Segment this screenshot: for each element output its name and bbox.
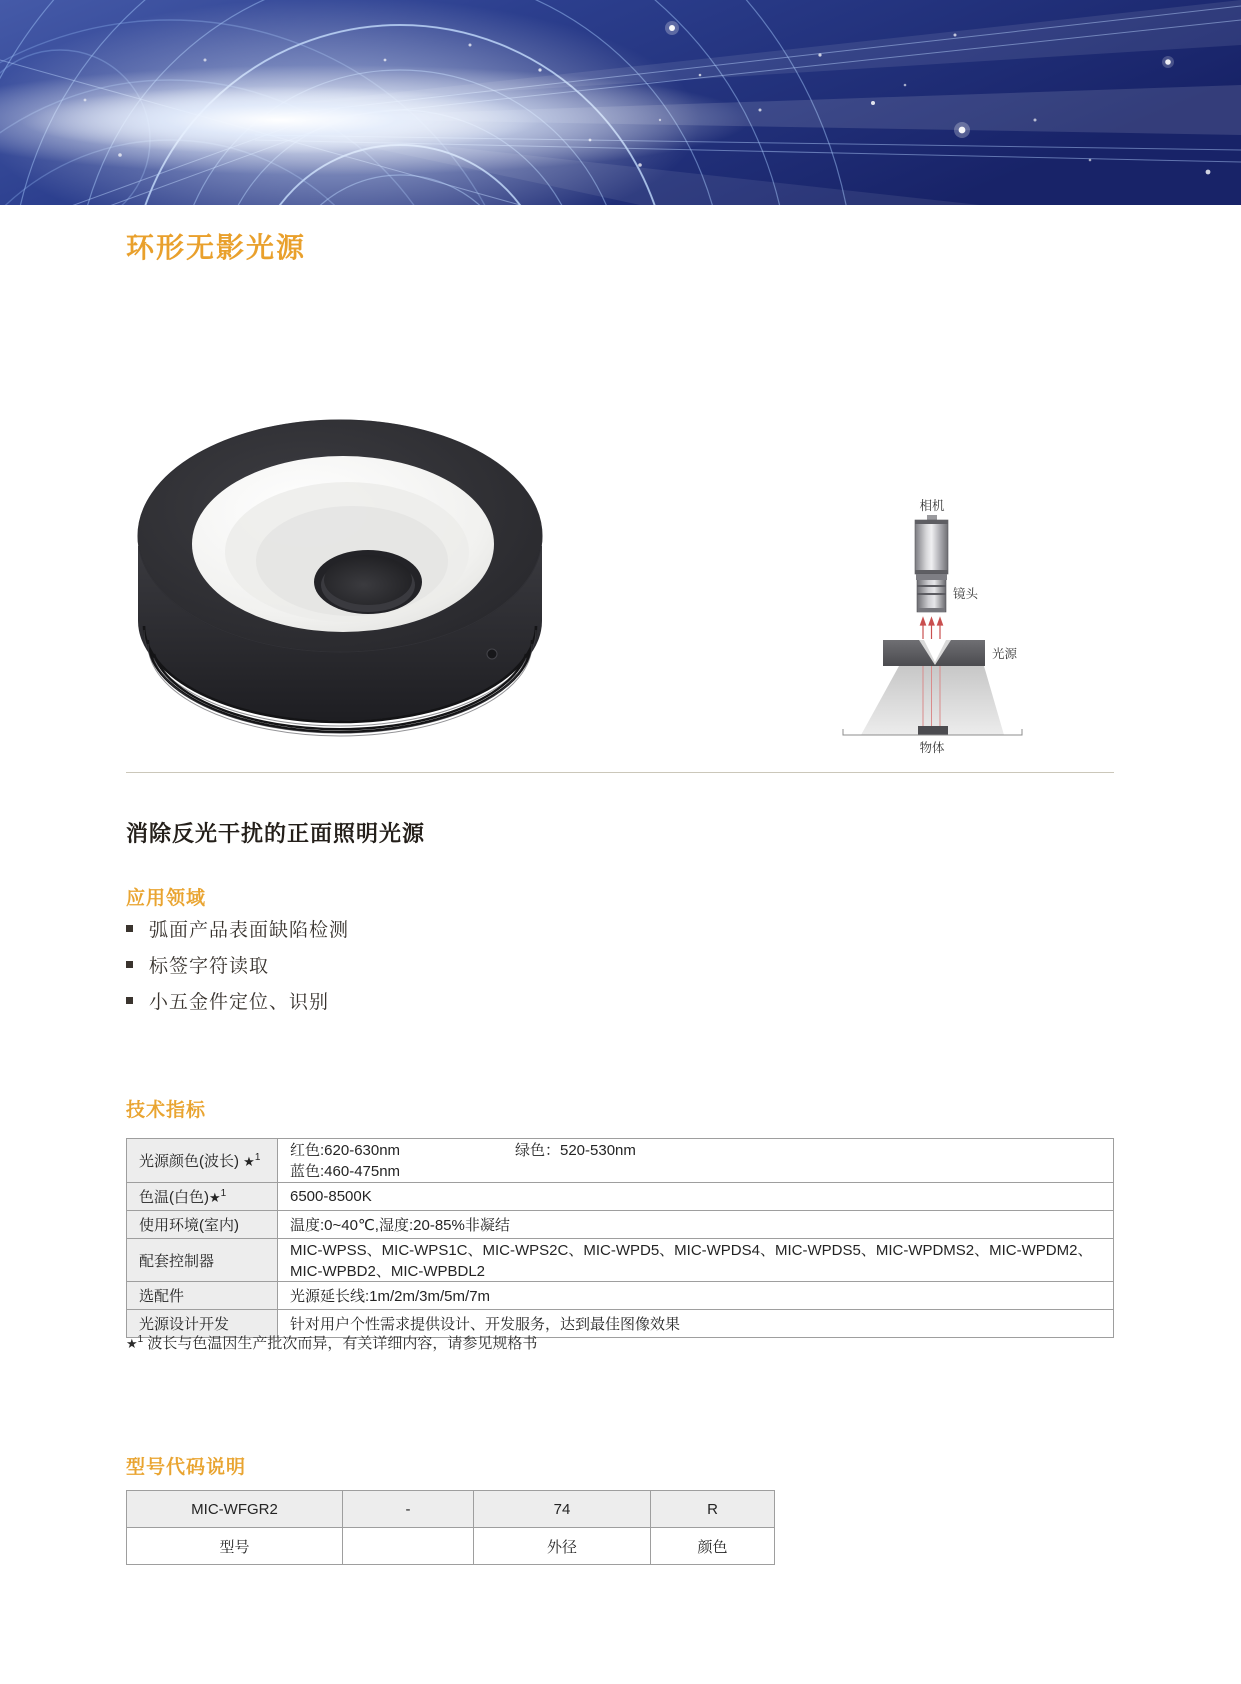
table-row bbox=[127, 1491, 775, 1528]
light-source-label: 光源 bbox=[992, 647, 1018, 661]
applications-heading: 应用领域 bbox=[126, 888, 207, 909]
ring-light-illustration bbox=[128, 386, 552, 746]
spec-value-cell: 6500-8500K bbox=[278, 1183, 1114, 1211]
spec-label: 光源颜色(波长) bbox=[139, 1153, 239, 1170]
object-block bbox=[918, 726, 948, 735]
model-cell: - bbox=[343, 1491, 474, 1528]
spec-value-cell: 光源延长线:1m/2m/3m/5m/7m bbox=[278, 1282, 1114, 1310]
application-text: 弧面产品表面缺陷检测 bbox=[149, 919, 350, 941]
table-row bbox=[127, 1239, 1114, 1282]
tech-banner-image bbox=[0, 0, 1241, 205]
star-note: ★ bbox=[243, 1154, 255, 1169]
spec-label-cell bbox=[127, 1183, 278, 1211]
star-sup: 1 bbox=[220, 1188, 227, 1199]
table-row bbox=[127, 1528, 775, 1565]
spec-label-cell: 配套控制器 bbox=[127, 1239, 278, 1282]
bullet-icon bbox=[126, 997, 133, 1004]
applications-list bbox=[126, 910, 626, 1018]
table-row bbox=[127, 1139, 1114, 1183]
star-note: ★ bbox=[209, 1190, 221, 1205]
application-text: 标签字符读取 bbox=[149, 955, 270, 977]
spec-label-cell: 使用环境(室内) bbox=[127, 1211, 278, 1239]
camera-label: 相机 bbox=[919, 499, 945, 513]
product-photo-ring-light bbox=[128, 386, 552, 746]
table-row bbox=[127, 1282, 1114, 1310]
bullet-icon bbox=[126, 925, 133, 932]
spec-value-red: 红色:620-630nm bbox=[290, 1141, 401, 1159]
reflected-light-arrows bbox=[921, 618, 943, 639]
application-text: 小五金件定位、识别 bbox=[149, 991, 330, 1013]
section-divider bbox=[126, 772, 1114, 773]
bullet-icon bbox=[126, 961, 133, 968]
model-cell: 型号 bbox=[127, 1528, 343, 1565]
product-tagline: 消除反光干扰的正面照明光源 bbox=[126, 821, 426, 846]
object-label: 物体 bbox=[919, 741, 945, 755]
spec-label-cell bbox=[127, 1139, 278, 1183]
light-beam-cone bbox=[861, 666, 1004, 735]
model-cell: 外径 bbox=[474, 1528, 651, 1565]
model-code-heading: 型号代码说明 bbox=[126, 1457, 247, 1478]
camera-body bbox=[915, 520, 948, 574]
list-item bbox=[126, 982, 626, 1018]
spec-value-green: 绿色：520-530nm bbox=[515, 1141, 636, 1159]
spec-label-cell: 光源设计开发 bbox=[127, 1310, 278, 1338]
model-cell: 颜色 bbox=[651, 1528, 775, 1565]
spec-label-cell: 选配件 bbox=[127, 1282, 278, 1310]
list-item bbox=[126, 910, 626, 946]
banner-graphic bbox=[0, 0, 1241, 205]
model-code-table bbox=[126, 1490, 775, 1565]
table-row bbox=[127, 1211, 1114, 1239]
star-sup: 1 bbox=[254, 1152, 261, 1163]
specs-heading: 技术指标 bbox=[126, 1100, 207, 1121]
footnote-text: 波长与色温因生产批次而异，有关详细内容，请参见规格书 bbox=[147, 1335, 538, 1352]
lens-label: 镜头 bbox=[953, 587, 979, 601]
list-item bbox=[126, 946, 626, 982]
spec-footnote bbox=[126, 1332, 537, 1353]
star-note: ★ bbox=[126, 1336, 138, 1351]
spec-value-cell bbox=[278, 1139, 1114, 1183]
specs-table bbox=[126, 1138, 1114, 1338]
table-row bbox=[127, 1183, 1114, 1211]
star-sup: 1 bbox=[137, 1334, 144, 1345]
model-cell: MIC-WFGR2 bbox=[127, 1491, 343, 1528]
spec-value-blue: 蓝色:460-475nm bbox=[290, 1162, 401, 1180]
spec-value-cell: MIC-WPSS、MIC-WPS1C、MIC-WPS2C、MIC-WPD5、MIC-WPDS4、MIC-WPDS5、MIC-WPDMS2、MIC-WPDM2、MIC-WPBD2、MIC-WPBDL2 bbox=[278, 1239, 1114, 1282]
spec-value-cell: 针对用户个性需求提供设计、开发服务，达到最佳图像效果 bbox=[278, 1310, 1114, 1338]
model-cell: 74 bbox=[474, 1491, 651, 1528]
spec-value-cell: 温度:0~40℃,湿度:20-85%非凝结 bbox=[278, 1211, 1114, 1239]
spec-label: 色温(白色) bbox=[139, 1189, 209, 1206]
page-title: 环形无影光源 bbox=[126, 232, 307, 263]
model-cell: R bbox=[651, 1491, 775, 1528]
lighting-setup-diagram bbox=[815, 458, 1050, 763]
model-cell bbox=[343, 1528, 474, 1565]
camera-knob bbox=[927, 515, 937, 520]
